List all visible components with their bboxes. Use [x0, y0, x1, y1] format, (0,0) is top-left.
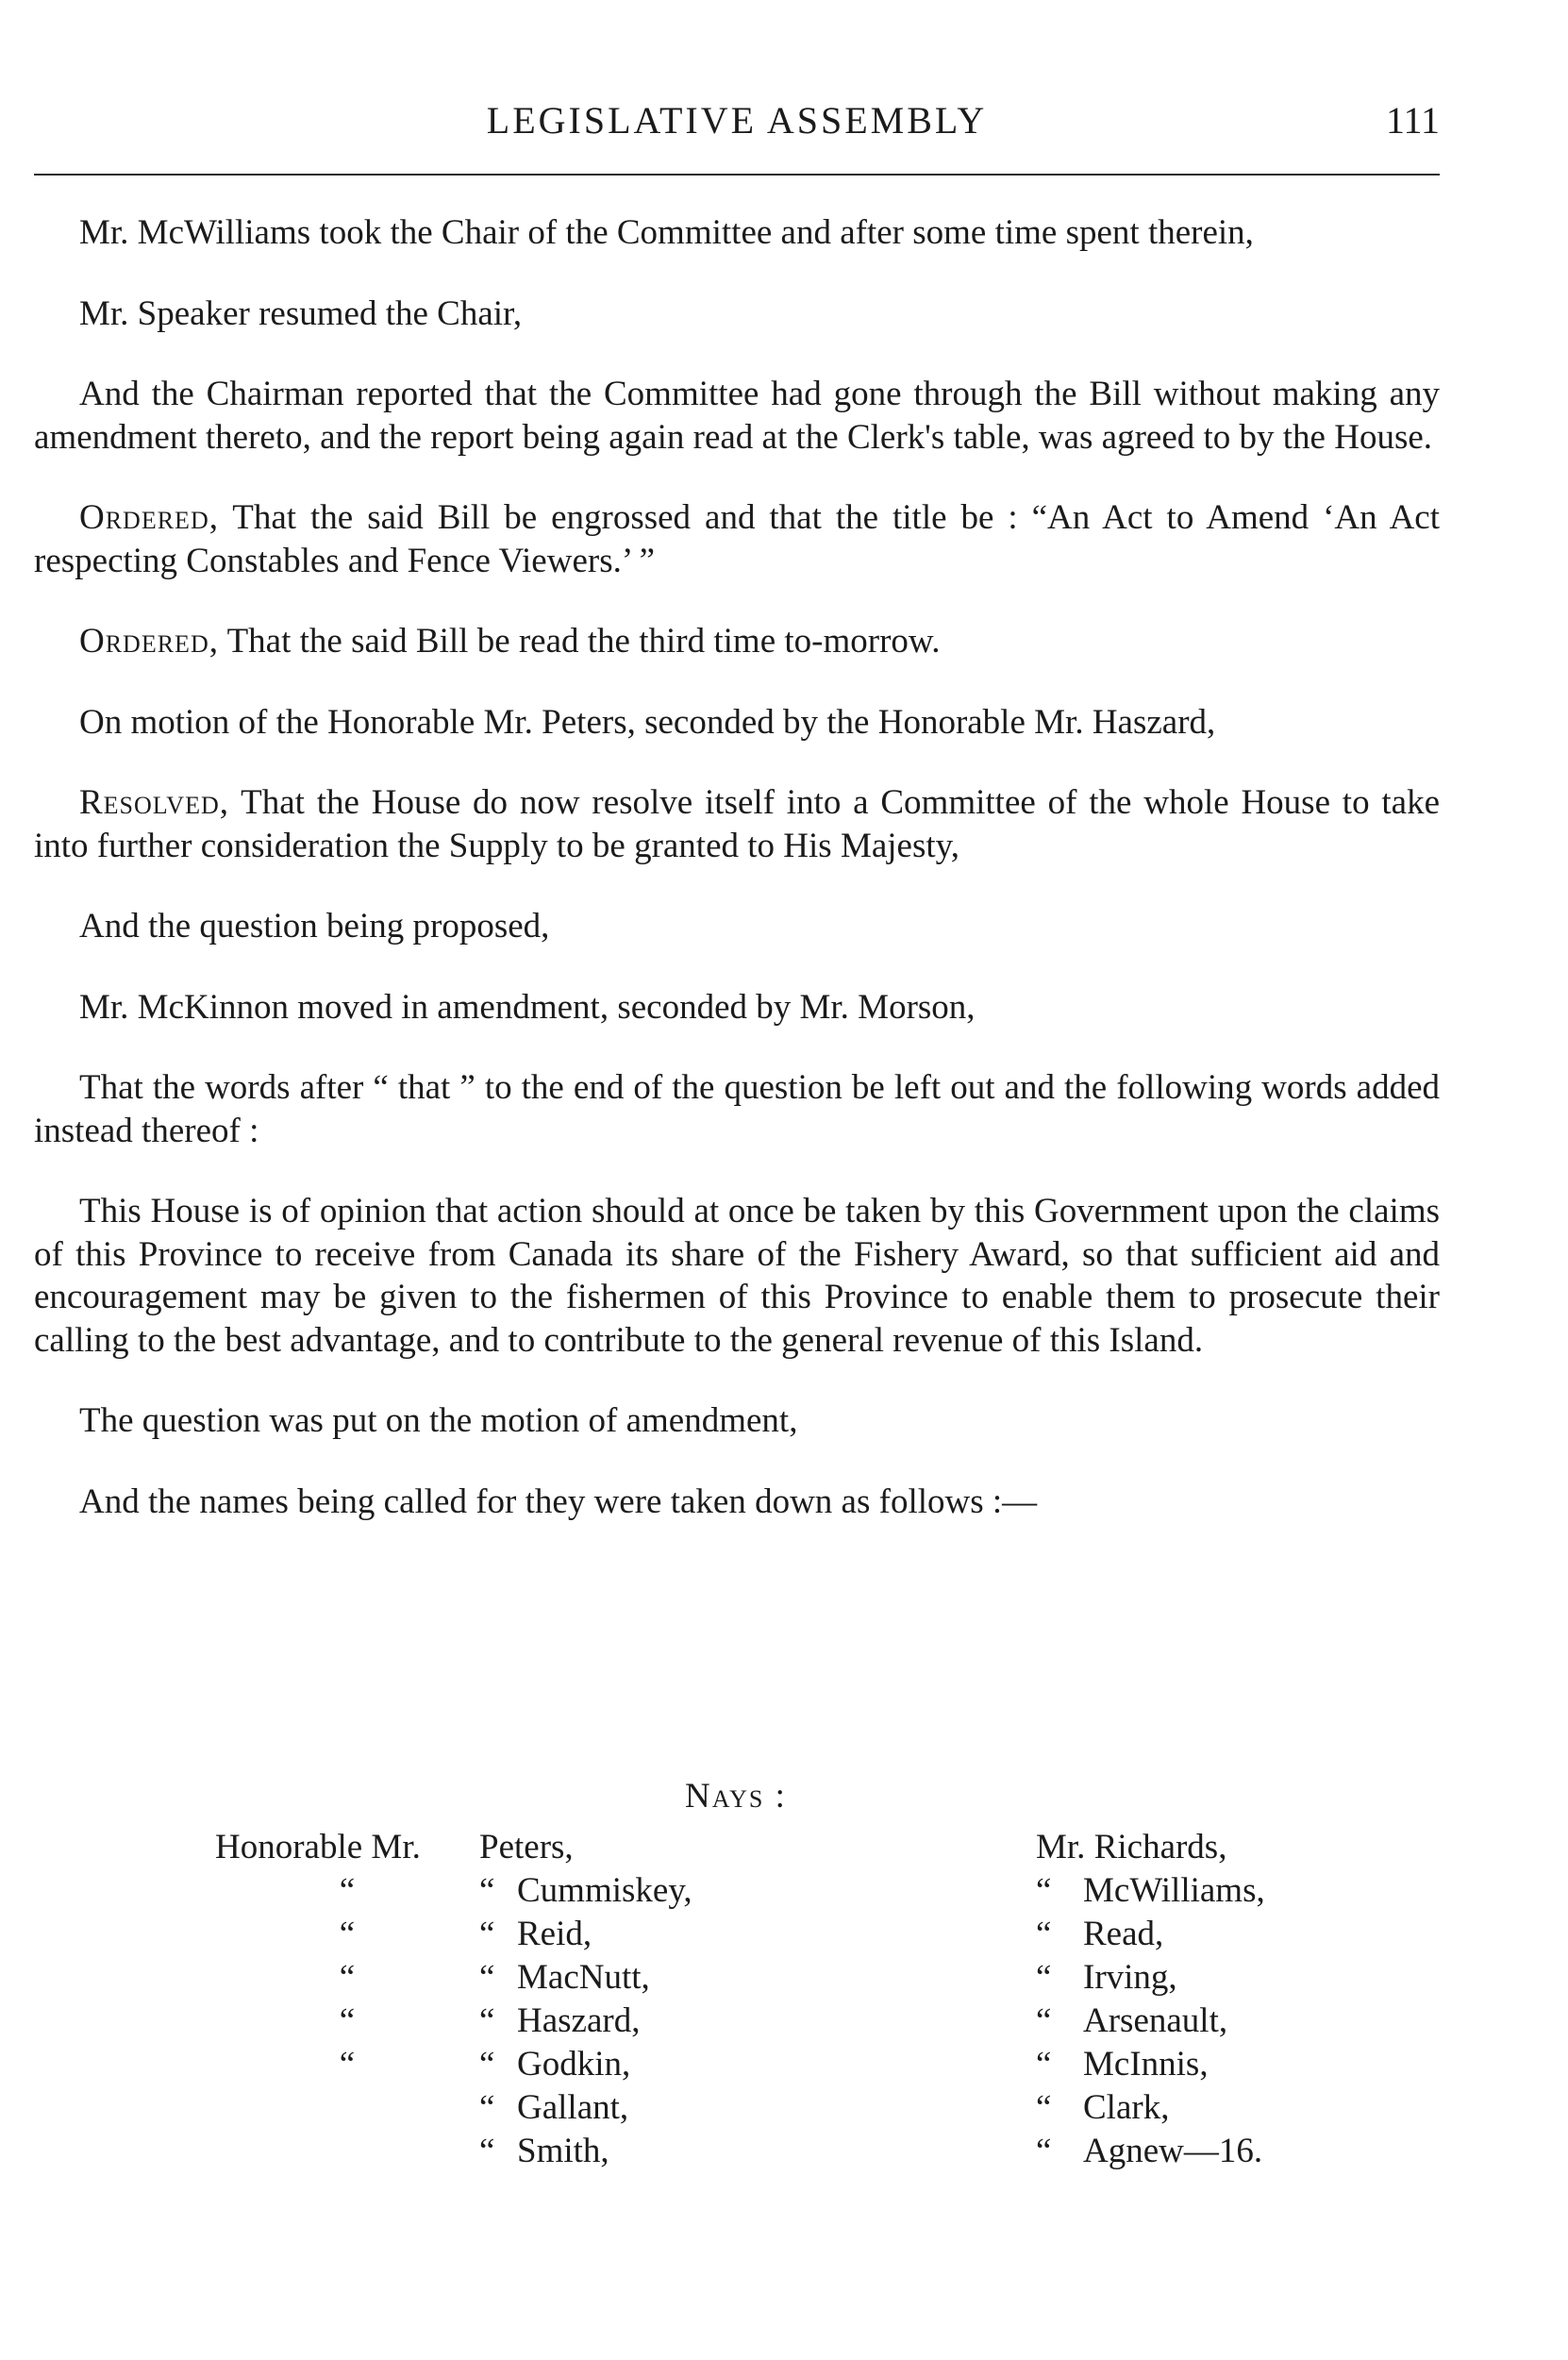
ditto-mark: “ [479, 2132, 495, 2170]
list-item [215, 1956, 800, 2000]
page-number: 111 [1385, 99, 1440, 142]
ditto-mark: “ [479, 1871, 495, 1910]
list-item [1036, 1913, 1432, 1956]
ditto-mark: “ [479, 2001, 495, 2040]
paragraph [34, 293, 1440, 336]
list-item [1036, 2000, 1432, 2043]
member-name: MacNutt, [517, 1958, 650, 1997]
member-name: McWilliams, [1083, 1871, 1265, 1910]
ditto-mark: “ [339, 1915, 356, 1953]
paragraph [34, 701, 1440, 745]
member-name: Smith, [517, 2132, 609, 2170]
ditto-mark: “ [1036, 2045, 1052, 2084]
paragraph-lead: Ordered, [79, 622, 219, 661]
paragraph [34, 905, 1440, 948]
name-prefix: Honorable Mr. [215, 1828, 421, 1866]
paragraph [34, 1481, 1440, 1524]
ditto-mark: “ [339, 2001, 356, 2040]
member-name: McInnis, [1083, 2045, 1209, 2084]
list-item [1036, 1956, 1432, 2000]
paragraph-text: That the said Bill be engrossed and that the title be : “An Act to Amend ‘An Act respecting Constables and Fence Viewers.’ ” [34, 498, 1440, 580]
ditto-mark: “ [1036, 1871, 1052, 1910]
list-item [215, 2086, 800, 2130]
paragraph-text: This House is of opinion that action should at once be taken by this Government upon the claims of this Province to receive from Canada its share of the Fishery Award, so that sufficient aid and encouragement may be given to the fishermen of this Province to enable them to prosecute their calling to the best advantage, and to contribute to the general revenue of this Island. [34, 1192, 1440, 1360]
paragraph-text: And the names being called for they were taken down as follows :— [79, 1481, 1038, 1521]
paragraph-text: That the House do now resolve itself into a Committee of the whole House to take into further consideration the Supply to be granted to His Majesty, [34, 783, 1440, 865]
ditto-mark: “ [479, 1915, 495, 1953]
paragraph [34, 1066, 1440, 1152]
paragraph [34, 620, 1440, 663]
name-prefix: Mr. [1036, 1828, 1086, 1866]
paragraph [34, 781, 1440, 867]
member-name: Clark, [1083, 2088, 1170, 2127]
member-name: Read, [1083, 1915, 1164, 1953]
member-name: Haszard, [517, 2001, 641, 2040]
ditto-mark: “ [1036, 1958, 1052, 1997]
paragraph-text: That the words after “ that ” to the end of the question be left out and the following words added instead thereof : [34, 1068, 1440, 1150]
paragraph [34, 373, 1440, 459]
paragraph-text: And the question being proposed, [79, 907, 550, 946]
paragraph-text: Mr. McWilliams took the Chair of the Committee and after some time spent therein, [79, 213, 1254, 252]
nays-heading: Nays : [685, 1777, 787, 1816]
paragraph [34, 1190, 1440, 1362]
paragraph-lead: Ordered, [79, 498, 219, 537]
list-item [1036, 2130, 1432, 2173]
paragraph-text: And the Chairman reported that the Committee had gone through the Bill without making any amendment thereto, and the report being again read at the Clerk's table, was agreed to by the House. [34, 375, 1440, 457]
paragraph [34, 986, 1440, 1029]
header-rule [34, 174, 1440, 176]
ditto-mark: “ [479, 1958, 495, 1997]
list-item [215, 2000, 800, 2043]
member-name: Irving, [1083, 1958, 1177, 1997]
list-item [1036, 1869, 1432, 1913]
paragraph [34, 496, 1440, 582]
running-title: LEGISLATIVE ASSEMBLY [486, 99, 988, 142]
paragraph-text: Mr. McKinnon moved in amendment, seconded by Mr. Morson, [79, 987, 976, 1027]
list-item [215, 2043, 800, 2086]
ditto-mark: “ [1036, 2132, 1052, 2170]
member-name: Gallant, [517, 2088, 629, 2127]
paragraph-text: Mr. Speaker resumed the Chair, [79, 293, 523, 333]
ditto-mark: “ [339, 2045, 356, 2084]
list-item [215, 2130, 800, 2173]
ditto-mark: “ [479, 2088, 495, 2127]
paragraph-text: The question was put on the motion of amendment, [79, 1401, 798, 1440]
paragraph [34, 211, 1440, 255]
nays-left-column [215, 1826, 800, 2173]
ditto-mark: “ [1036, 2088, 1052, 2127]
ditto-mark: “ [479, 2045, 495, 2084]
member-name: Richards, [1093, 1828, 1227, 1866]
list-item [215, 1826, 800, 1869]
body-text [34, 211, 1440, 1561]
ditto-mark: “ [1036, 1915, 1052, 1953]
list-item [1036, 2043, 1432, 2086]
list-item [1036, 1826, 1432, 1869]
nays-right-column [1036, 1826, 1432, 2173]
page-header [34, 98, 1440, 155]
member-name: Peters, [479, 1828, 574, 1866]
paragraph [34, 1399, 1440, 1443]
list-item [1036, 2086, 1432, 2130]
ditto-mark: “ [1036, 2001, 1052, 2040]
list-item [215, 1913, 800, 1956]
list-item [215, 1869, 800, 1913]
paragraph-text: On motion of the Honorable Mr. Peters, seconded by the Honorable Mr. Haszard, [79, 702, 1216, 742]
paragraph-text: That the said Bill be read the third time to-morrow. [218, 622, 941, 661]
member-name: Cummiskey, [517, 1871, 692, 1910]
member-name: Arsenault, [1083, 2001, 1228, 2040]
member-name: Agnew—16. [1083, 2132, 1263, 2170]
member-name: Reid, [517, 1915, 592, 1953]
member-name: Godkin, [517, 2045, 631, 2084]
ditto-mark: “ [339, 1871, 356, 1910]
ditto-mark: “ [339, 1958, 356, 1997]
paragraph-lead: Resolved, [79, 783, 229, 822]
